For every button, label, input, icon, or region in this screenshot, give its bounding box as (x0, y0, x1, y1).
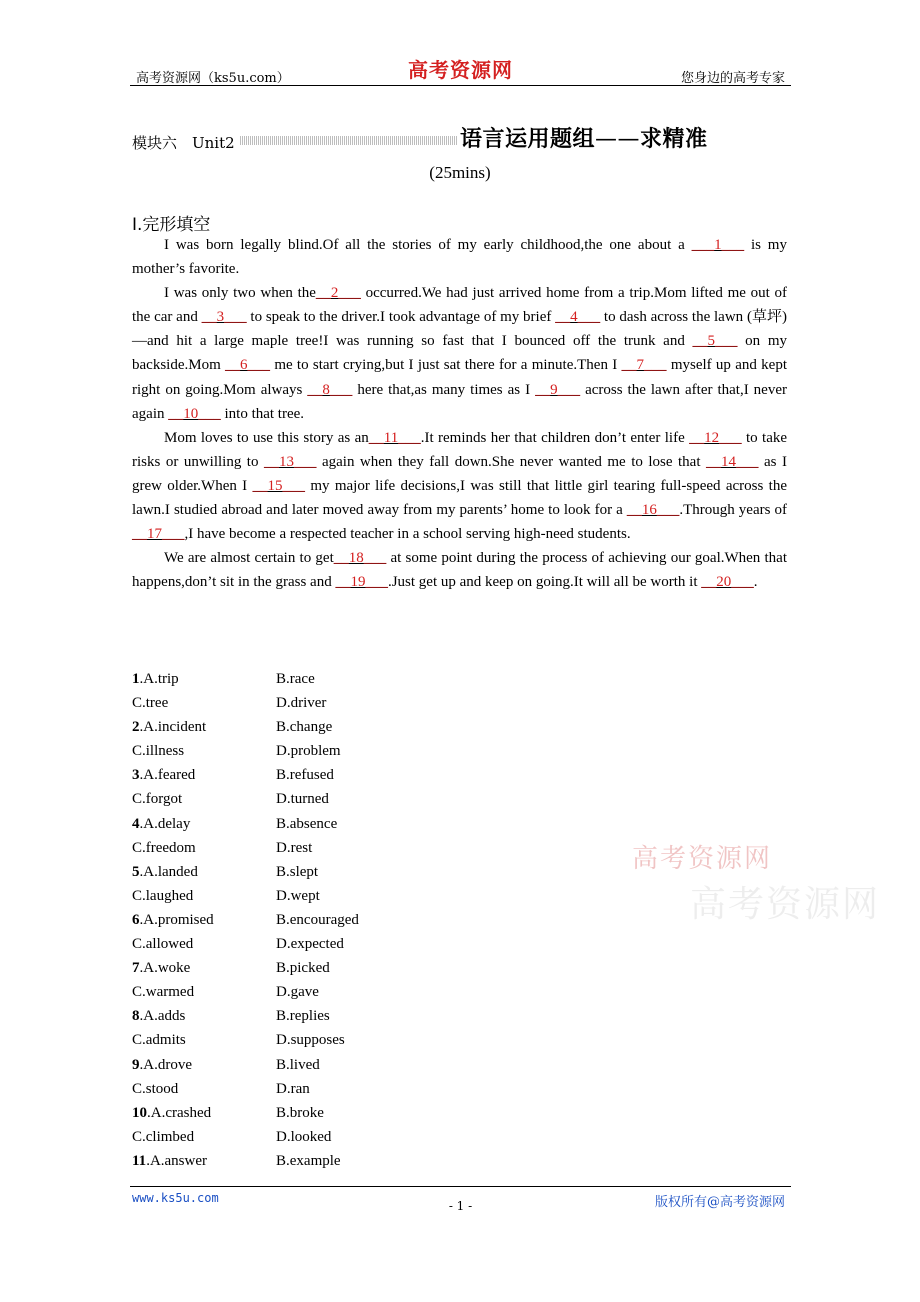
option-right: B.lived (276, 1056, 320, 1073)
option-left: C.illness (132, 743, 185, 760)
title-dash: —— (595, 127, 641, 152)
header-logo: 高考资源网 (408, 58, 513, 82)
answer-blank: __9___ (535, 381, 581, 398)
option-right: B.picked (276, 960, 330, 977)
option-row (132, 812, 359, 836)
option-left: C.tree (132, 695, 169, 712)
module-label: 模块六 Unit2 (132, 134, 235, 152)
title-tail: 求精准 (640, 127, 708, 152)
option-row (132, 715, 359, 739)
question-number: 7 (132, 960, 140, 977)
option-right: D.expected (276, 936, 344, 953)
answer-blank: __7___ (621, 357, 667, 374)
question-number: 4 (132, 815, 140, 832)
cloze-passage (132, 233, 787, 594)
question-number: 10 (132, 1104, 147, 1121)
section-heading: Ⅰ.完形填空 (132, 215, 211, 235)
option-left: 5.A.landed (132, 863, 198, 880)
answer-options (132, 667, 359, 1173)
option-row (132, 860, 359, 884)
question-number: 3 (132, 767, 140, 784)
option-left: 9.A.drove (132, 1056, 192, 1073)
paragraph-4: We are almost certain to get__18___ at some point during the process of achieving our goal.When that happens,don’t sit in the grass and __19___.Just get up and keep on going.It will all be worth it __20___. (132, 550, 787, 591)
option-left: 10.A.crashed (132, 1104, 212, 1121)
option-left: C.climbed (132, 1128, 195, 1145)
document-title (132, 122, 792, 152)
option-row (132, 956, 359, 980)
answer-blank: __2___ (315, 285, 361, 302)
answer-blank: __13___ (263, 453, 317, 470)
option-row (132, 1101, 359, 1125)
answer-blank: __12___ (689, 429, 742, 446)
option-row (132, 884, 359, 908)
answer-blank: ___1___ (691, 237, 745, 253)
option-left: 7.A.woke (132, 960, 191, 977)
option-row (132, 739, 359, 763)
answer-blank: __10___ (168, 405, 221, 422)
option-row (132, 980, 359, 1004)
option-right: D.looked (276, 1128, 332, 1145)
option-right: D.wept (276, 887, 320, 904)
option-left: C.stood (132, 1080, 179, 1097)
answer-blank: __3___ (201, 309, 247, 326)
answer-blank: __14___ (706, 453, 759, 470)
option-row (132, 932, 359, 956)
option-left: C.admits (132, 1032, 186, 1049)
option-right: B.refused (276, 767, 334, 784)
option-row (132, 787, 359, 811)
option-row (132, 836, 359, 860)
question-number: 5 (132, 863, 140, 880)
paragraph-2: I was only two when the__2___ occurred.We had just arrived home from a trip.Mom lifted me out of the car and __3___ to speak to the driver.I took advantage of my brief __4___ to dash across the lawn (草坪)—and hit a large maple tree!I was running so fast that I bounced off the trunk and __5___ on my backside.Mom __6___ me to start crying,but I just sat there for a minute.Then I __7___ myself up and kept right on going.Mom always __8___ here that,as many times as I __9___ across the lawn after that,I never again __10___ into that tree. (132, 285, 788, 422)
question-number: 1 (132, 671, 140, 687)
option-left: 6.A.promised (132, 911, 214, 928)
option-row (132, 763, 359, 787)
time-limit: (25mins) (429, 163, 491, 182)
option-left: 2.A.incident (132, 719, 207, 736)
question-number: 9 (132, 1056, 140, 1073)
option-right: D.turned (276, 791, 329, 808)
option-left: C.warmed (132, 984, 195, 1001)
answer-blank: __8___ (307, 381, 353, 398)
footer-url-link[interactable]: www.ks5u.com (132, 1191, 219, 1205)
option-left: 4.A.delay (132, 815, 191, 832)
paragraph-1: I was born legally blind.Of all the stories of my early childhood,the one about a ___1___ is my mother’s favorite. (132, 237, 787, 278)
header-site-name: 高考资源网（ks5u.com） (136, 71, 290, 86)
title-main (460, 122, 708, 153)
option-right: B.race (276, 671, 315, 687)
answer-blank: __18___ (333, 550, 387, 567)
answer-blank: __11___ (368, 429, 421, 446)
option-right: B.broke (276, 1104, 324, 1121)
option-right: D.problem (276, 743, 341, 760)
watermark (632, 838, 892, 928)
option-right: B.absence (276, 815, 338, 832)
option-left: C.forgot (132, 791, 183, 808)
watermark-line-1: 高考资源网 (632, 844, 773, 874)
option-row (132, 908, 359, 932)
option-right: D.supposes (276, 1032, 345, 1049)
question-number: 11 (132, 1152, 147, 1169)
footer-copyright: 版权所有@高考资源网 (654, 1195, 785, 1210)
option-left: C.laughed (132, 887, 194, 904)
option-right: B.example (276, 1152, 341, 1169)
answer-blank: __20___ (701, 574, 754, 591)
option-left: C.freedom (132, 839, 196, 856)
option-right: D.gave (276, 984, 319, 1001)
option-right: D.ran (276, 1080, 310, 1097)
option-row (132, 1028, 359, 1052)
option-row (132, 1149, 359, 1173)
option-right: B.slept (276, 863, 319, 880)
header-slogan: 您身边的高考专家 (680, 71, 785, 86)
option-right: B.change (276, 719, 333, 736)
question-number: 2 (132, 719, 140, 736)
page-number: - 1 - (448, 1199, 473, 1213)
answer-blank: __5___ (692, 333, 738, 350)
option-row (132, 667, 359, 691)
answer-blank: __19___ (335, 574, 388, 591)
option-right: D.rest (276, 839, 313, 856)
watermark-line-2: 高考资源网 (690, 884, 881, 925)
option-left: C.allowed (132, 936, 194, 953)
option-row (132, 1053, 359, 1077)
option-row (132, 691, 359, 715)
option-left: 1.A.trip (132, 671, 179, 687)
option-right: B.replies (276, 1008, 330, 1025)
title-shading-bar (240, 136, 458, 145)
answer-blank: __17___ (132, 526, 185, 543)
option-left: 3.A.feared (132, 767, 196, 784)
option-row (132, 1077, 359, 1101)
option-right: D.driver (276, 695, 327, 712)
paragraph-3: Mom loves to use this story as an__11___.It reminds her that children don’t enter life __12___ to take risks or unwilling to __13___ again when they fall down.She never wanted me to lose that __14___ as I grew older.When I __15___ my major life decisions,I was still that little girl tearing full-speed across the lawn.I studied abroad and later moved away from my parents’ home to look for a __16___.Through years of __17___,I have become a respected teacher in a school serving high-need students. (132, 429, 788, 543)
question-number: 8 (132, 1008, 140, 1025)
title-main-text: 语言运用题组 (460, 127, 596, 152)
option-left: 11.A.answer (132, 1152, 208, 1169)
answer-blank: __16___ (626, 502, 680, 519)
page-footer (130, 1186, 791, 1226)
option-left: 8.A.adds (132, 1008, 186, 1025)
option-row (132, 1125, 359, 1149)
answer-blank: __4___ (555, 309, 601, 326)
option-row (132, 1004, 359, 1028)
answer-blank: __15___ (252, 477, 306, 494)
question-number: 6 (132, 911, 140, 928)
answer-blank: __6___ (225, 357, 271, 374)
option-right: B.encouraged (276, 911, 359, 928)
page-header (130, 54, 791, 86)
